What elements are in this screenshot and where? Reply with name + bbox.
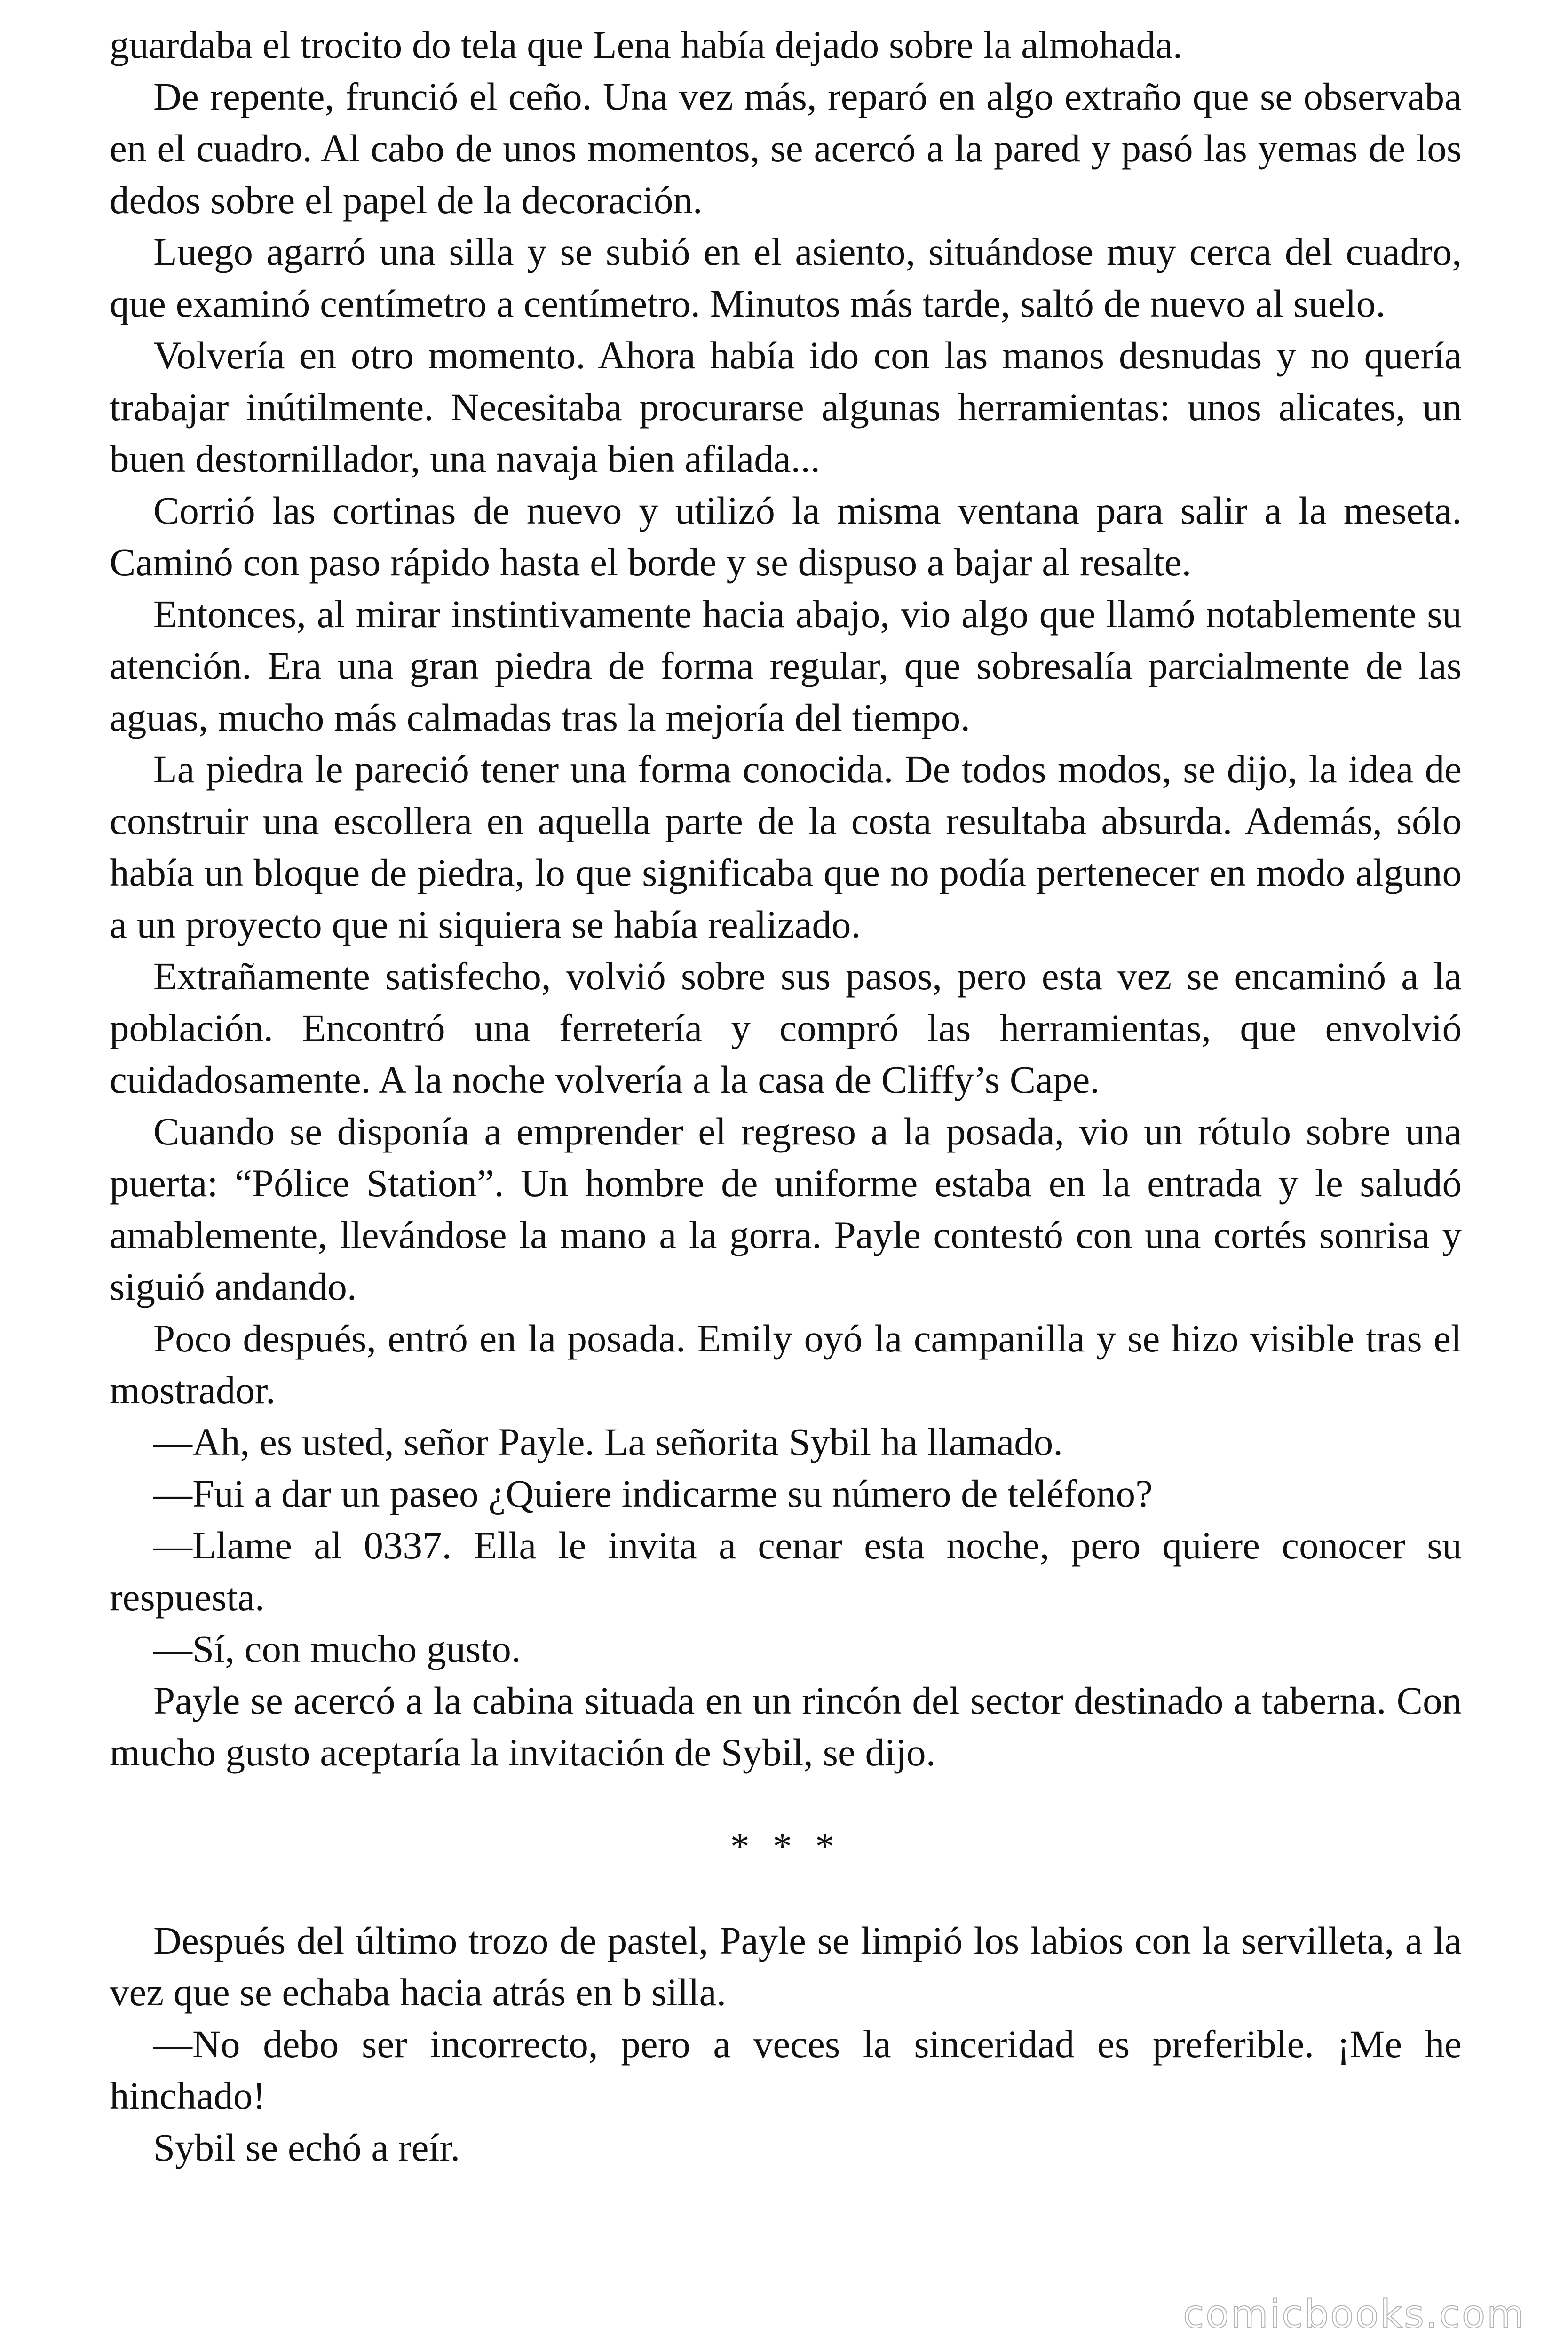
paragraph: Luego agarró una silla y se subió en el asiento, situándose muy cerca del cuadro, que examinó centímetro a centímetro. Minutos más tarde, saltó de nuevo al suelo. bbox=[110, 230, 1462, 325]
paragraph: De repente, frunció el ceño. Una vez más, reparó en algo extraño que se observaba en el cuadro. Al cabo de unos momentos, se acercó a la pared y pasó las yemas de los dedos sobre el papel de la decoración. bbox=[110, 75, 1462, 222]
paragraph: Volvería en otro momento. Ahora había ido con las manos desnudas y no quería trabajar inútilmente. Necesitaba procurarse algunas herramientas: unos alicates, un buen destornillador, una navaja bien afilada... bbox=[110, 334, 1462, 480]
paragraph: Extrañamente satisfecho, volvió sobre sus pasos, pero esta vez se encaminó a la población. Encontró una ferretería y compró las herramientas, que envolvió cuidadosamente. A la noche volvería a la casa de Cliffy’s Cape. bbox=[110, 954, 1462, 1101]
dialogue-line: —Llame al 0337. Ella le invita a cenar esta noche, pero quiere conocer su respuesta. bbox=[110, 1524, 1462, 1619]
paragraph: guardaba el trocito do tela que Lena había dejado sobre la almohada. bbox=[110, 23, 1183, 66]
paragraph: Entonces, al mirar instintivamente hacia abajo, vio algo que llamó notablemente su atención. Era una gran piedra de forma regular, que sobresalía parcialmente de las aguas, mucho más calmadas tras la mejoría del tiempo. bbox=[110, 592, 1462, 739]
paragraph: Poco después, entró en la posada. Emily oyó la campanilla y se hizo visible tras el mostrador. bbox=[110, 1317, 1462, 1412]
paragraph: Corrió las cortinas de nuevo y utilizó la misma ventana para salir a la meseta. Caminó con paso rápido hasta el borde y se dispuso a bajar al resalte. bbox=[110, 489, 1462, 584]
dialogue-line: —Sí, con mucho gusto. bbox=[153, 1627, 521, 1670]
watermark-text: comicbooks.com bbox=[1183, 2292, 1526, 2337]
paragraph: La piedra le pareció tener una forma conocida. De todos modos, se dijo, la idea de construir una escollera en aquella parte de la costa resultaba absurda. Además, sólo había un bloque de piedra, lo que significaba que no podía pertenecer en modo alguno a un proyecto que ni siquiera se había realizado. bbox=[110, 747, 1462, 946]
page-body bbox=[110, 19, 1462, 2173]
paragraph: Sybil se echó a reír. bbox=[153, 2126, 460, 2169]
dialogue-line: —No debo ser incorrecto, pero a veces la sinceridad es preferible. ¡Me he hinchado! bbox=[110, 2022, 1462, 2117]
paragraph: Cuando se disponía a emprender el regreso a la posada, vio un rótulo sobre una puerta: “Pólice Station”. Un hombre de uniforme estaba en la entrada y le saludó amablemente, llevándose la mano a la gorra. Payle contestó con una cortés sonrisa y siguió andando. bbox=[110, 1110, 1462, 1308]
paragraph: Después del último trozo de pastel, Payle se limpió los labios con la servilleta, a la vez que se echaba hacia atrás en b silla. bbox=[110, 1919, 1462, 2014]
dialogue-line: —Fui a dar un paseo ¿Quiere indicarme su número de teléfono? bbox=[153, 1472, 1153, 1515]
section-separator: * * * bbox=[730, 1825, 841, 1868]
paragraph: Payle se acercó a la cabina situada en un rincón del sector destinado a taberna. Con mucho gusto aceptaría la invitación de Sybil, se dijo. bbox=[110, 1679, 1462, 1774]
dialogue-line: —Ah, es usted, señor Payle. La señorita Sybil ha llamado. bbox=[153, 1420, 1063, 1463]
